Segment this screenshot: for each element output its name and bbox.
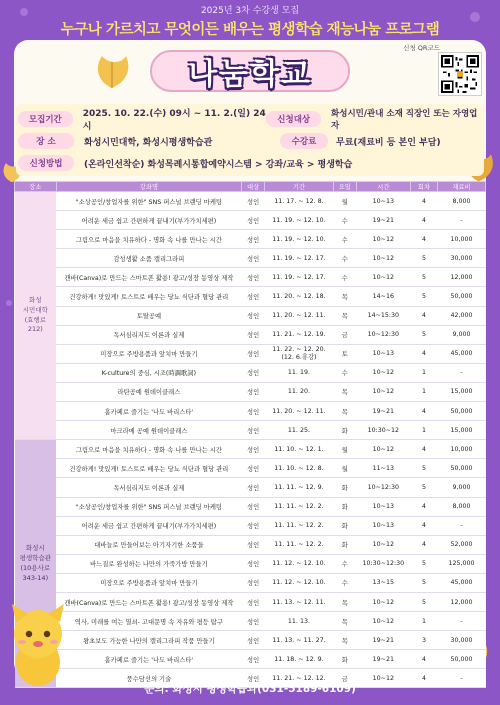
qr-label: 신청 QR코드 bbox=[403, 44, 440, 52]
period-cell: 11. 13. bbox=[265, 612, 334, 631]
time-cell: 10~13 bbox=[356, 192, 410, 211]
table-row bbox=[15, 440, 486, 459]
info-row bbox=[18, 130, 482, 152]
day-cell: 수 bbox=[333, 268, 356, 287]
course-name: 마크라메 공예 원데이클래스 bbox=[56, 421, 241, 440]
day-cell: 목 bbox=[333, 287, 356, 306]
fee-cell: 50,000 bbox=[438, 459, 486, 478]
time-cell: 10~12 bbox=[356, 363, 410, 382]
target-cell: 성인 bbox=[242, 421, 265, 440]
course-name: 라탄공예 원데이클래스 bbox=[56, 382, 241, 401]
day-cell: 목 bbox=[333, 306, 356, 325]
target-cell: 성인 bbox=[242, 287, 265, 306]
target-cell: 성인 bbox=[242, 325, 265, 344]
course-name: 대바늘로 만들어보는 아기자기한 소품들 bbox=[56, 535, 241, 554]
table-row bbox=[15, 592, 486, 611]
fee-cell: - bbox=[438, 612, 486, 631]
sessions-cell: 3 bbox=[410, 631, 437, 650]
target-cell: 성인 bbox=[242, 344, 265, 363]
target-cell: 성인 bbox=[242, 650, 265, 669]
target-cell: 성인 bbox=[242, 516, 265, 535]
course-name: "소상공인/창업자를 위한" SNS 퍼스널 브랜딩 마케팅 bbox=[56, 192, 241, 211]
course-name: 어려운 세금 쉽고 간편하게 끝내기(부가가치세편) bbox=[56, 516, 241, 535]
course-name: 독서심리지도 이론과 실제 bbox=[56, 478, 241, 497]
target-cell: 성인 bbox=[242, 459, 265, 478]
course-name: 건강하게! 맛있게! 토스트로 배우는 당뇨 식단과 혈당 관리 bbox=[56, 287, 241, 306]
fee-cell: 15,000 bbox=[438, 421, 486, 440]
info-row bbox=[18, 152, 482, 174]
time-cell: 10~12 bbox=[356, 669, 410, 688]
target-cell: 성인 bbox=[242, 211, 265, 230]
period-cell: 11. 21. ~ 12. 19. bbox=[265, 325, 334, 344]
sessions-cell: 1 bbox=[410, 363, 437, 382]
table-body bbox=[15, 192, 486, 688]
day-cell: 수 bbox=[333, 211, 356, 230]
sessions-cell: 5 bbox=[410, 268, 437, 287]
time-cell: 14~15:30 bbox=[356, 306, 410, 325]
day-cell: 수 bbox=[333, 249, 356, 268]
fee-cell: - bbox=[438, 516, 486, 535]
table-row bbox=[15, 478, 486, 497]
time-cell: 14~16 bbox=[356, 287, 410, 306]
period-cell: 11. 10. ~ 12. 8. bbox=[265, 459, 334, 478]
table-row bbox=[15, 402, 486, 421]
fee-cell: 50,000 bbox=[438, 287, 486, 306]
fee-cell: 10,000 bbox=[438, 440, 486, 459]
info-row bbox=[18, 108, 482, 130]
fee-cell: 45,000 bbox=[438, 573, 486, 592]
sessions-cell: 4 bbox=[410, 497, 437, 516]
sessions-cell: 5 bbox=[410, 592, 437, 611]
course-name: "소상공인/창업자를 위한" SNS 퍼스널 브랜딩 마케팅 bbox=[56, 497, 241, 516]
course-name: 캔바(Canva)로 만드는 스마트폰 활용! 광고/성장 동영상 제작 bbox=[56, 268, 241, 287]
fee-cell: - bbox=[438, 669, 486, 688]
title-ribbon bbox=[150, 50, 350, 92]
time-cell: 19~21 bbox=[356, 211, 410, 230]
col-place: 장소 bbox=[15, 182, 57, 192]
fee-cell: 9,000 bbox=[438, 478, 486, 497]
fee-cell: 12,000 bbox=[438, 268, 486, 287]
sessions-cell: 4 bbox=[410, 306, 437, 325]
period-cell: 11. 25. bbox=[265, 421, 334, 440]
banner-subtitle: 2025년 3차 수강생 모집 bbox=[200, 6, 300, 16]
course-name: K-culture의 중심, 시조(時調歌詞) bbox=[56, 363, 241, 382]
table-row bbox=[15, 573, 486, 592]
period-cell: 11. 11. ~ 12. 9. bbox=[265, 478, 334, 497]
sessions-cell: 4 bbox=[410, 402, 437, 421]
course-name: 그림으로 마음을 치유하다 - 명화 속 나를 만나는 시간 bbox=[56, 440, 241, 459]
target-cell: 성인 bbox=[242, 612, 265, 631]
period-cell: 11. 20. ~ 12. 18. bbox=[265, 287, 334, 306]
target-cell: 성인 bbox=[242, 440, 265, 459]
col-fee: 재료비 bbox=[438, 182, 486, 192]
method-label: 신청방법 bbox=[18, 155, 74, 171]
fee-cell: 50,000 bbox=[438, 402, 486, 421]
period-cell: 11. 11. ~ 12. 2. bbox=[265, 535, 334, 554]
sessions-cell: 5 bbox=[410, 325, 437, 344]
time-cell: 11~13 bbox=[356, 459, 410, 478]
period-cell: 11. 12. ~ 12. 10. bbox=[265, 554, 334, 573]
sessions-cell: 4 bbox=[410, 211, 437, 230]
sessions-cell: 1 bbox=[410, 382, 437, 401]
fee-label: 수강료 bbox=[280, 133, 328, 149]
day-cell: 화 bbox=[333, 650, 356, 669]
sessions-cell: 4 bbox=[410, 440, 437, 459]
course-name: 감성생활 소품 캘리그라피 bbox=[56, 249, 241, 268]
period-cell: 11. 18. ~ 12. 9. bbox=[265, 650, 334, 669]
sessions-cell: 4 bbox=[410, 516, 437, 535]
target-label: 신청대상 bbox=[266, 111, 321, 127]
day-cell: 수 bbox=[333, 554, 356, 573]
day-cell: 목 bbox=[333, 631, 356, 650]
table-row bbox=[15, 306, 486, 325]
target-cell: 성인 bbox=[242, 631, 265, 650]
table-row bbox=[15, 382, 486, 401]
time-cell: 10~12 bbox=[356, 592, 410, 611]
period-cell: 11. 19. ~ 12. 17. bbox=[265, 249, 334, 268]
period-cell: 11. 20. ~ 12. 11. bbox=[265, 402, 334, 421]
period-cell: 11. 22. ~ 12. 20. (12. 6.휴강) bbox=[265, 344, 334, 363]
page-title: 나눔학교 bbox=[188, 57, 312, 92]
col-target: 대상 bbox=[242, 182, 265, 192]
target-value: 화성시민/관내 소재 직장인 또는 자영업자 bbox=[331, 109, 478, 131]
footer-contact: 문의: 화성시 평생학습과(031-5189-6109) bbox=[144, 683, 356, 695]
col-sessions: 회차 bbox=[410, 182, 437, 192]
day-cell: 목 bbox=[333, 592, 356, 611]
period-cell: 11. 19. ~ 12. 10. bbox=[265, 230, 334, 249]
target-cell: 성인 bbox=[242, 592, 265, 611]
target-cell: 성인 bbox=[242, 669, 265, 688]
fee-cell: - bbox=[438, 363, 486, 382]
time-cell: 10~13 bbox=[356, 344, 410, 363]
decor-dot bbox=[6, 300, 12, 306]
table-row bbox=[15, 192, 486, 211]
day-cell: 화 bbox=[333, 421, 356, 440]
place-value: 화성시민대학, 화성시평생학습관 bbox=[84, 137, 213, 148]
fee-cell: 8,000 bbox=[438, 497, 486, 516]
info-section bbox=[18, 108, 482, 174]
sessions-cell: 4 bbox=[410, 650, 437, 669]
time-cell: 10~12:30 bbox=[356, 478, 410, 497]
period-cell: 11. 21. ~ 12. 12. bbox=[265, 669, 334, 688]
sessions-cell: 5 bbox=[410, 287, 437, 306]
fee-cell: 45,000 bbox=[438, 344, 486, 363]
course-name: 건강하게! 맛있게! 토스트로 배우는 당뇨 식단과 혈당 관리 bbox=[56, 459, 241, 478]
day-cell: 화 bbox=[333, 516, 356, 535]
target-cell: 성인 bbox=[242, 554, 265, 573]
sessions-cell: 4 bbox=[410, 669, 437, 688]
period-cell: 11. 19. ~ 12. 17. bbox=[265, 268, 334, 287]
target-cell: 성인 bbox=[242, 382, 265, 401]
time-cell: 19~21 bbox=[356, 650, 410, 669]
day-cell: 금 bbox=[333, 325, 356, 344]
time-cell: 10~12:30 bbox=[356, 325, 410, 344]
banner-main: 누구나 가르치고 무엇이든 배우는 평생학습 재능나눔 프로그램 bbox=[60, 22, 440, 38]
period-value: 2025. 10. 22.(수) 09시 ~ 11. 2.(일) 24시 bbox=[82, 109, 266, 132]
time-cell: 10~13 bbox=[356, 516, 410, 535]
fee-cell: 30,000 bbox=[438, 249, 486, 268]
place-label: 장 소 bbox=[18, 133, 74, 149]
period-cell: 11. 17. ~ 12. 8. bbox=[265, 192, 334, 211]
fee-cell: 15,000 bbox=[438, 382, 486, 401]
sessions-cell: 5 bbox=[410, 478, 437, 497]
target-cell: 성인 bbox=[242, 306, 265, 325]
fee-cell: 50,000 bbox=[438, 650, 486, 669]
sessions-cell: 5 bbox=[410, 459, 437, 478]
course-name: 바느질로 완성하는 나만의 가죽가방 만들기 bbox=[56, 554, 241, 573]
fee-value: 무료(재료비 등 본인 부담) bbox=[336, 137, 441, 148]
table-row bbox=[15, 230, 486, 249]
table-row bbox=[15, 363, 486, 382]
period-cell: 11. 11. ~ 12. 2. bbox=[265, 497, 334, 516]
day-cell: 화 bbox=[333, 478, 356, 497]
table-row bbox=[15, 421, 486, 440]
table-row bbox=[15, 650, 486, 669]
place-cell: 화성시 평생학습관 (10용사로 343-14) bbox=[15, 440, 57, 688]
course-name: 홈카페로 즐기는 '나도 바리스타' bbox=[56, 402, 241, 421]
day-cell: 토 bbox=[333, 344, 356, 363]
sessions-cell: 4 bbox=[410, 535, 437, 554]
course-name: 그림으로 마음을 치유하다 - 명화 속 나를 만나는 시간 bbox=[56, 230, 241, 249]
table-row bbox=[15, 249, 486, 268]
time-cell: 10~12 bbox=[356, 440, 410, 459]
day-cell: 목 bbox=[333, 382, 356, 401]
time-cell: 10~13 bbox=[356, 497, 410, 516]
day-cell: 수 bbox=[333, 230, 356, 249]
fee-cell: 52,000 bbox=[438, 535, 486, 554]
sessions-cell: 4 bbox=[410, 192, 437, 211]
course-name: 왕초보도 가능한 나만의 캘리그라피 작품 만들기 bbox=[56, 631, 241, 650]
day-cell: 월 bbox=[333, 192, 356, 211]
day-cell: 화 bbox=[333, 535, 356, 554]
period-cell: 11. 19. ~ 12. 10. bbox=[265, 211, 334, 230]
table-row bbox=[15, 211, 486, 230]
fee-cell: 30,000 bbox=[438, 631, 486, 650]
day-cell: 월 bbox=[333, 459, 356, 478]
target-cell: 성인 bbox=[242, 268, 265, 287]
fee-cell: 9,000 bbox=[438, 325, 486, 344]
schedule-table bbox=[14, 181, 486, 688]
target-cell: 성인 bbox=[242, 497, 265, 516]
time-cell: 10~12 bbox=[356, 268, 410, 287]
table-row bbox=[15, 612, 486, 631]
sessions-cell: 5 bbox=[410, 249, 437, 268]
col-time: 시간 bbox=[356, 182, 410, 192]
course-name: 캔바(Canva)로 만드는 스마트폰 활용! 광고/성장 동영상 제작 bbox=[56, 592, 241, 611]
period-cell: 11. 12. ~ 12. 10. bbox=[265, 573, 334, 592]
fee-cell: 10,000 bbox=[438, 230, 486, 249]
target-cell: 성인 bbox=[242, 192, 265, 211]
time-cell: 10~12 bbox=[356, 535, 410, 554]
table-row bbox=[15, 554, 486, 573]
day-cell: 목 bbox=[333, 402, 356, 421]
top-banner bbox=[0, 0, 500, 40]
fee-cell: 42,000 bbox=[438, 306, 486, 325]
period-cell: 11. 20. bbox=[265, 382, 334, 401]
col-period: 기간 bbox=[265, 182, 334, 192]
fee-cell: 8,000 bbox=[438, 192, 486, 211]
time-cell: 10:30~12 bbox=[356, 421, 410, 440]
sessions-cell: 4 bbox=[410, 230, 437, 249]
day-cell: 수 bbox=[333, 363, 356, 382]
time-cell: 10~12 bbox=[356, 382, 410, 401]
time-cell: 19~21 bbox=[356, 631, 410, 650]
period-cell: 11. 13. ~ 12. 11. bbox=[265, 592, 334, 611]
course-name: 역사, 미래를 여는 열쇠- 고대문명 속 자유와 평등 탐구 bbox=[56, 612, 241, 631]
target-cell: 성인 bbox=[242, 230, 265, 249]
day-cell: 금 bbox=[333, 669, 356, 688]
method-value: (온라인선착순) 화성목례시통합예약시스템 > 강좌/교육 > 평생학습 bbox=[84, 159, 353, 170]
period-cell: 11. 11. ~ 12. 2. bbox=[265, 516, 334, 535]
sessions-cell: 4 bbox=[410, 344, 437, 363]
sessions-cell: 1 bbox=[410, 421, 437, 440]
course-name: 풍수담선의 기술 bbox=[56, 669, 241, 688]
time-cell: 10~12 bbox=[356, 230, 410, 249]
time-cell: 10~12 bbox=[356, 612, 410, 631]
target-cell: 성인 bbox=[242, 478, 265, 497]
target-cell: 성인 bbox=[242, 535, 265, 554]
col-course: 강좌명 bbox=[56, 182, 241, 192]
day-cell: 수 bbox=[333, 573, 356, 592]
target-cell: 성인 bbox=[242, 249, 265, 268]
sessions-cell: 5 bbox=[410, 554, 437, 573]
table-row bbox=[15, 497, 486, 516]
table-row bbox=[15, 325, 486, 344]
target-cell: 성인 bbox=[242, 402, 265, 421]
target-cell: 성인 bbox=[242, 363, 265, 382]
mascot-icon bbox=[2, 600, 74, 690]
fee-cell: 12,000 bbox=[438, 592, 486, 611]
time-cell: 19~21 bbox=[356, 402, 410, 421]
sessions-cell: 1 bbox=[410, 612, 437, 631]
period-cell: 11. 19. bbox=[265, 363, 334, 382]
day-cell: 화 bbox=[333, 497, 356, 516]
table-row bbox=[15, 631, 486, 650]
fee-cell: 125,000 bbox=[438, 554, 486, 573]
target-cell: 성인 bbox=[242, 573, 265, 592]
table-header-row bbox=[15, 182, 486, 192]
day-cell: 월 bbox=[333, 440, 356, 459]
course-name: 미장으로 주방용품과 앞치마 만들기 bbox=[56, 344, 241, 363]
table-row bbox=[15, 287, 486, 306]
table-row bbox=[15, 344, 486, 363]
course-name: 독서심리지도 이론과 실제 bbox=[56, 325, 241, 344]
sessions-cell: 5 bbox=[410, 573, 437, 592]
col-day: 요일 bbox=[333, 182, 356, 192]
table-row bbox=[15, 459, 486, 478]
qr-code-icon[interactable] bbox=[438, 52, 482, 96]
fee-cell: - bbox=[438, 211, 486, 230]
table-row bbox=[15, 268, 486, 287]
course-name: 어려운 세금 쉽고 간편하게 끝내기(부가가치세편) bbox=[56, 211, 241, 230]
period-label: 모집기간 bbox=[18, 111, 73, 127]
course-name: 토탈공예 bbox=[56, 306, 241, 325]
time-cell: 10:30~12:30 bbox=[356, 554, 410, 573]
place-cell: 화성 시민대학 (효행로 212) bbox=[15, 192, 57, 440]
course-name: 홈카페로 즐기는 '나도 바리스타' bbox=[56, 650, 241, 669]
period-cell: 11. 20. ~ 12. 11. bbox=[265, 306, 334, 325]
period-cell: 11. 10. ~ 12. 1. bbox=[265, 440, 334, 459]
period-cell: 11. 13. ~ 11. 27. bbox=[265, 631, 334, 650]
leaf-icon bbox=[92, 52, 132, 90]
table-row bbox=[15, 535, 486, 554]
table-row bbox=[15, 516, 486, 535]
day-cell: 목 bbox=[333, 612, 356, 631]
time-cell: 13~15 bbox=[356, 573, 410, 592]
time-cell: 10~12 bbox=[356, 249, 410, 268]
course-name: 미장으로 주방용품과 앞치마 만들기 bbox=[56, 573, 241, 592]
